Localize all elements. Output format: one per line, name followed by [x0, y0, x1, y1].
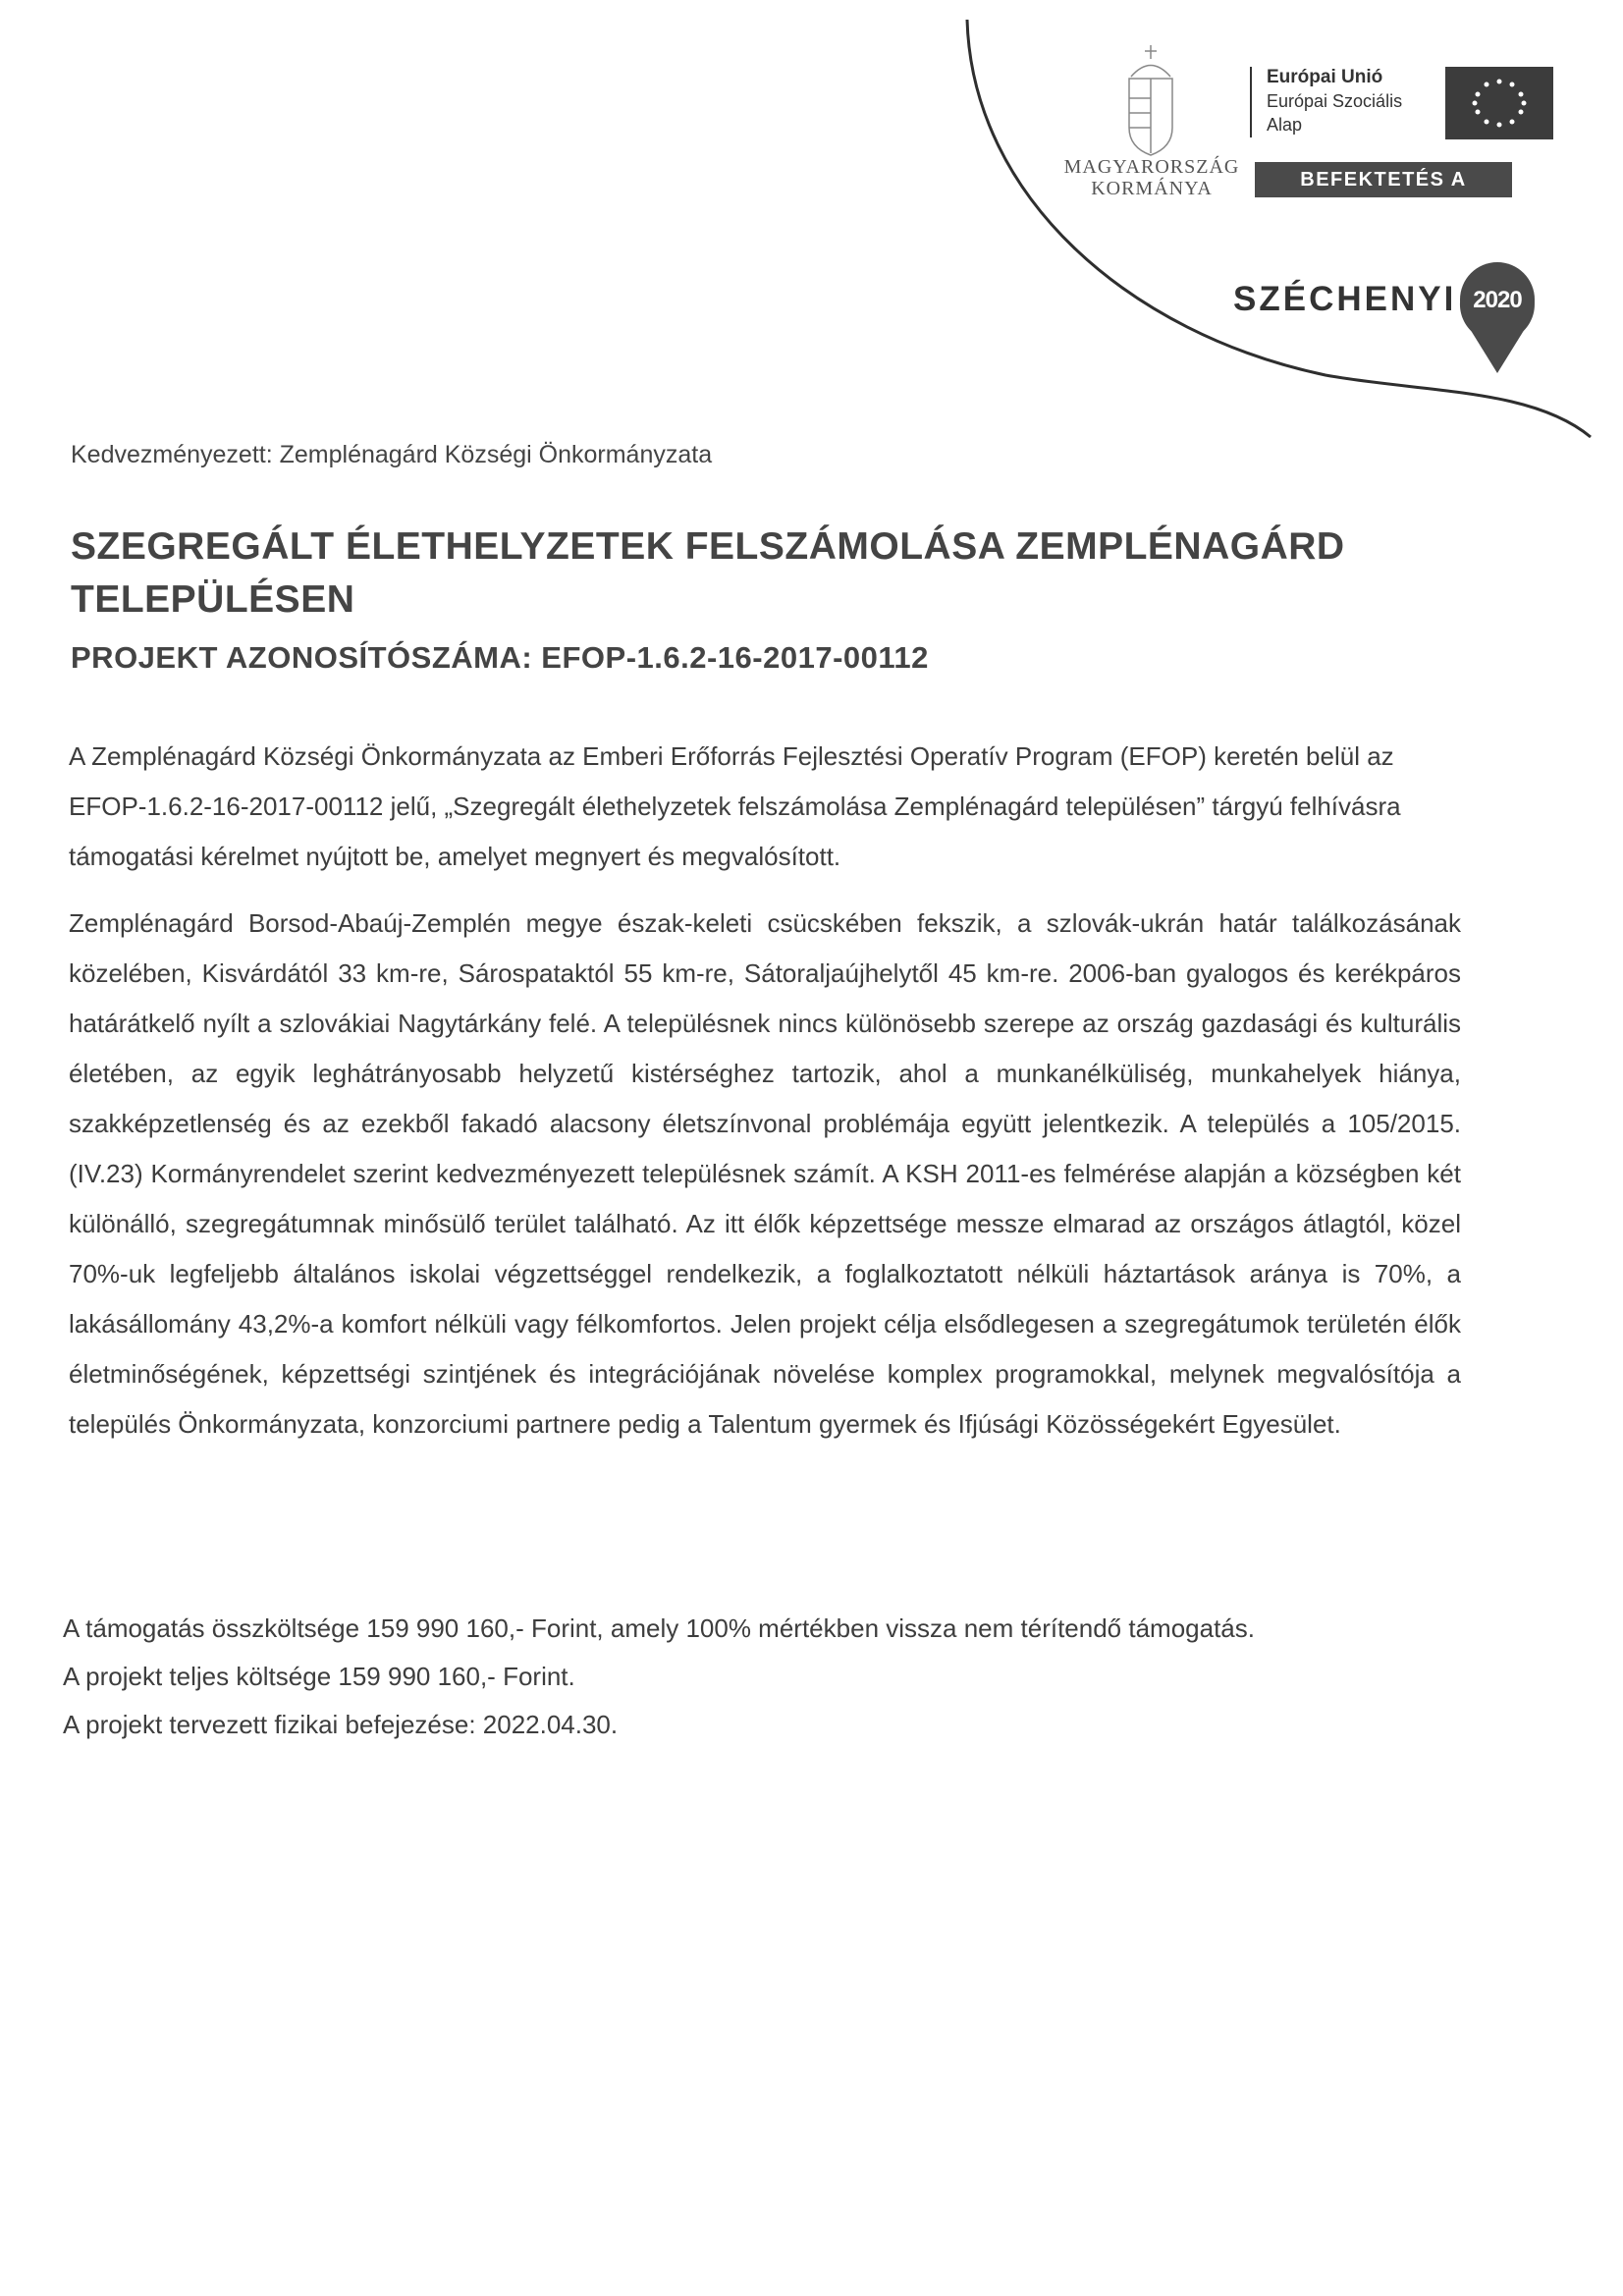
gov-label-line2: KORMÁNYA	[1091, 178, 1213, 199]
logo-block	[0, 0, 1623, 462]
beneficiary-line: Kedvezményezett: Zemplénagárd Községi Önkormányzata	[71, 441, 713, 468]
invest-slogan-banner: BEFEKTETÉS A JÖVŐBE	[1255, 162, 1512, 197]
szechenyi-year: 2020	[1473, 287, 1522, 313]
szechenyi-word: SZÉCHENYI	[1233, 280, 1457, 318]
eu-flag-icon	[1445, 67, 1553, 139]
project-title	[71, 520, 1445, 627]
paragraph-intro: A Zemplénagárd Községi Önkormányzata az Emberi Erőforrás Fejlesztési Operatív Program (EFOP) keretén belül az EFOP-1.6.2-16-2017-00112 jelű, „Szegregált élethelyzetek felszámolása Zemplénagárd településen” tárgyú felhívásra támogatási kérelmet nyújtott be, amelyet megnyert és megvalósított.	[69, 741, 1401, 871]
cost-line-support: A támogatás összköltsége 159 990 160,- Forint, amely 100% mértékben vissza nem térítendő támogatás.	[63, 1613, 1255, 1643]
eu-fund-line1: Európai Szociális	[1267, 91, 1403, 111]
gov-label-line1: MAGYARORSZÁG	[1063, 156, 1240, 178]
project-id: PROJEKT AZONOSÍTÓSZÁMA: EFOP-1.6.2-16-2017-00112	[71, 640, 929, 675]
project-title-line2: TELEPÜLÉSEN	[71, 578, 355, 621]
project-title-line1: SZEGREGÁLT ÉLETHELYZETEK FELSZÁMOLÁSA ZEMPLÉNAGÁRD	[71, 525, 1345, 568]
paragraph-description: Zemplénagárd Borsod-Abaúj-Zemplén megye észak-keleti csücskében fekszik, a szlovák-ukrán határ találkozásának közelében, Kisvárdától 33 km-re, Sárospataktól 55 km-re, Sátoraljaújhelytől 45 km-re. 2006-ban gyalogos és kerékpáros határátkelő nyílt a szlovákiai Nagytárkány felé. A településnek nincs különösebb szerepe az ország gazdasági és kulturális életében, az egyik leghátrányosabb helyzetű kistérséghez tartozik, ahol a munkanélküliség, munkahelyek hiánya, szakképzetlenség és az ezekből fakadó alacsony életszínvonal problémája együtt jelentkezik. A település a 105/2015. (IV.23) Kormányrendelet szerint kedvezményezett településnek számít. A KSH 2011-es felmérése alapján a községben két különálló, szegregátumnak minősülő terület található. Az itt élők képzettsége messze elmarad az országos átlagtól, közel 70%-uk legfeljebb általános iskolai végzettséggel rendelkezik, a foglalkoztatott nélküli háztartások aránya is 70%, a lakásállomány 43,2%-a komfort nélküli vagy félkomfortos. Jelen projekt célja elsődlegesen a szegregátumok területén élők életminőségének, képzettségi szintjének és integrációjának növelése komplex programokkal, melynek megvalósítója a település Önkormányzata, konzorciumi partnere pedig a Talentum gyermek és Ifjúsági Közösségekért Egyesület.	[69, 908, 1461, 1439]
cost-line-completion: A projekt tervezett fizikai befejezése: 2022.04.30.	[63, 1710, 619, 1739]
cost-line-total: A projekt teljes költsége 159 990 160,- Forint.	[63, 1662, 575, 1691]
coat-of-arms-icon	[1129, 45, 1172, 155]
eu-fund-line2: Alap	[1267, 115, 1303, 135]
eu-title: Európai Unió	[1267, 67, 1383, 87]
